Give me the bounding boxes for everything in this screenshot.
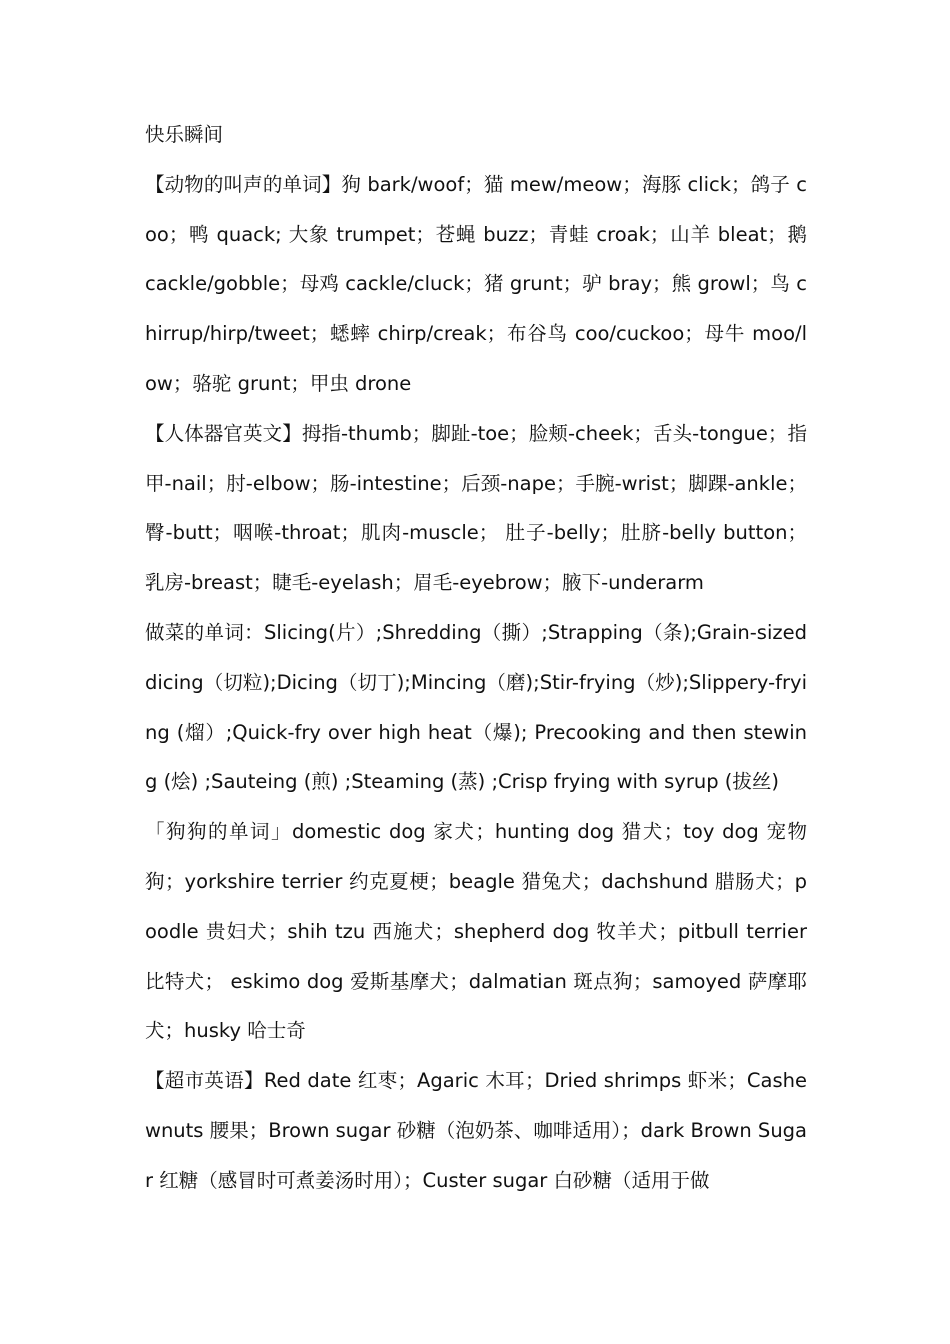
paragraph-dog-words: 「狗狗的单词」domestic dog 家犬；hunting dog 猎犬；toy dog 宠物狗；yorkshire terrier 约克夏梗；beagle 猎兔犬；dachshund 腊肠犬；poodle 贵妇犬；shih tzu 西施犬；shepherd dog 牧羊犬；pitbull terrier 比特犬； eskimo dog 爱斯基摩犬；dalmatian 斑点狗；samoyed 萨摩耶犬；husky 哈士奇	[145, 820, 807, 1043]
paragraph-body-parts: 【人体器官英文】拇指-thumb；脚趾-toe；脸颊-cheek；舌头-tongue；指甲-nail；肘-elbow；肠-intestine；后颈-nape；手腕-wrist；脚踝-ankle；臀-butt；咽喉-throat；肌肉-muscle； 肚子-belly；肚脐-belly button；乳房-breast；睫毛-eyelash；眉毛-eyebrow；腋下-underarm	[145, 421, 807, 595]
document-page	[145, 110, 807, 1206]
paragraph-animal-sounds: 【动物的叫声的单词】狗 bark/woof；猫 mew/meow；海豚 click；鸽子 coo；鸭 quack; 大象 trumpet；苍蝇 buzz；青蛙 croak；山羊 bleat；鹅 cackle/gobble；母鸡 cackle/cluck；猪 grunt；驴 bray；熊 growl；鸟 chirrup/hirp/tweet；蟋蟀 chirp/creak；布谷鸟 coo/cuckoo；母牛 moo/low；骆驼 grunt；甲虫 drone	[145, 172, 807, 395]
paragraph-supermarket-english: 【超市英语】Red date 红枣；Agaric 木耳；Dried shrimps 虾米；Cashewnuts 腰果；Brown sugar 砂糖（泡奶茶、咖啡适用）；dark Brown Sugar 红糖（感冒时可煮姜汤时用）；Custer sugar 白砂糖（适用于做	[145, 1069, 807, 1192]
paragraph-cooking-words: 做菜的单词：Slicing(片）;Shredding（撕）;Strapping（条);Grain-sized dicing（切粒);Dicing（切丁);Mincing（磨);Stir-frying（炒);Slippery-frying (熘）;Quick-fry over high heat（爆); Precooking and then stewing (烩) ;Sauteing (煎) ;Steaming (蒸) ;Crisp frying with syrup (拔丝)	[145, 620, 807, 794]
document-title: 快乐瞬间	[145, 123, 224, 146]
